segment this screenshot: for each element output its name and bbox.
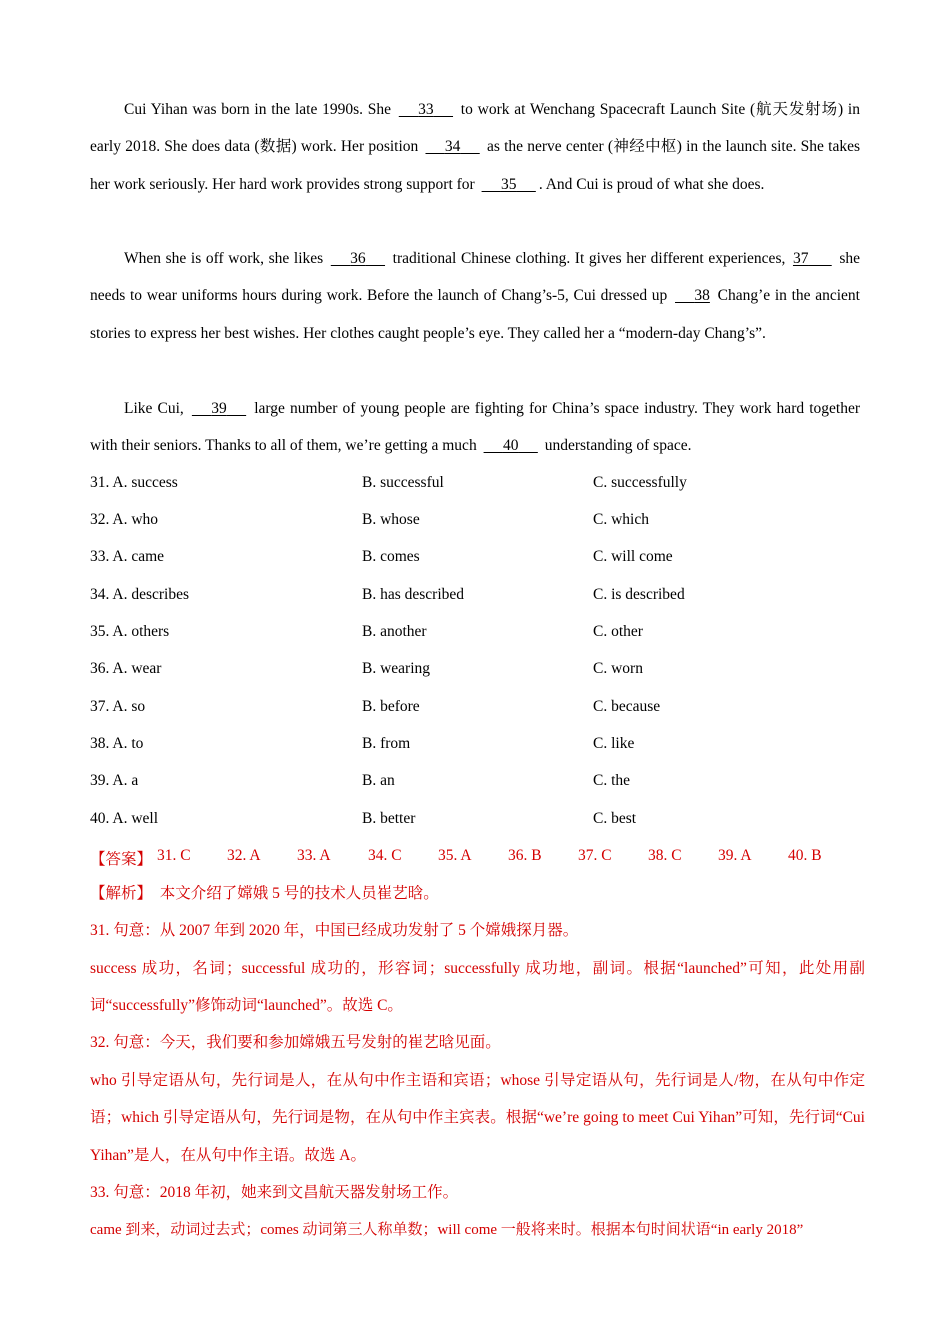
answer-item: 33. A [297,847,331,864]
option-a: 35. A. others [90,623,170,640]
analysis-33-body: came 到来，动词过去式；comes 动词第三人称单数；will come 一般将来时。根据本句时间状语“in early 2018” [90,1222,804,1238]
option-row-31 [90,474,860,511]
option-row-37 [90,698,860,735]
blank-34: 34 [444,138,461,156]
passage-paragraph-2 [90,240,860,352]
option-b: B. has described [362,586,465,603]
analysis-summary: 【解析】 本文介绍了嫦娥 5 号的技术人员崔艺晗。 [90,885,439,902]
answer-item: 35. A [438,847,472,864]
option-b: B. comes [362,548,420,565]
option-b: B. from [362,735,411,752]
passage-paragraph-3 [90,390,860,465]
analysis-31-body: success 成功，名词；successful 成功的，形容词；successfully 成功地，副词。根据“launched”可知，此处用副词“successfully”修饰动词“launched”。故选 C。 [90,960,865,1015]
passage-text: traditional Chinese clothing. It gives her different experiences, [388,250,790,267]
passage-text: understanding of space. [540,437,692,455]
option-a: 37. A. so [90,698,146,715]
passage-text: Cui Yihan was born in the late 1990s. She [124,101,396,118]
option-c: C. like [593,735,635,752]
option-row-35 [90,623,860,660]
option-row-32 [90,511,860,548]
passage-paragraph-1 [90,91,860,203]
option-a: 38. A. to [90,735,144,752]
analysis-31-heading: 31. 句意：从 2007 年到 2020 年，中国已经成功发射了 5 个嫦娥探月器。 [90,922,579,939]
option-b: B. whose [362,511,420,528]
option-b: B. better [362,810,416,827]
option-b: B. before [362,698,420,715]
option-b: B. wearing [362,660,431,677]
answer-label: 【答案】 [90,851,153,868]
option-c: C. other [593,623,643,640]
answer-item: 37. C [578,847,612,864]
blank-40: 40 [502,437,519,455]
passage-text: to work at Wenchang Spacecraft Launch Site (航天发射场) in early 2018. She does data (数据) work. Her position [90,101,860,156]
blank-36: 36 [350,250,366,267]
analysis-32-body: who 引导定语从句，先行词是人，在从句中作主语和宾语；whose 引导定语从句，先行词是人/物，在从句中作定语；which 引导定语从句，先行词是物，在从句中作主宾表。根据“we’re going to meet Cui Yihan”可知，先行词“Cui Yihan”是人，在从句中作主语。故选 A。 [90,1072,865,1164]
option-a: 31. A. success [90,474,178,491]
answer-key [90,847,860,884]
option-a: 39. A. a [90,772,139,789]
option-a: 32. A. who [90,511,159,528]
blank-35: 35 [500,175,517,193]
blank-33: 33 [418,101,434,118]
blank-38: 38 [694,287,710,305]
option-row-38 [90,735,860,772]
option-c: C. which [593,511,649,528]
option-b: B. an [362,772,395,789]
option-c: C. successfully [593,474,687,491]
option-c: C. is described [593,586,685,603]
analysis-33-heading: 33. 句意：2018 年初，她来到文昌航天器发射场工作。 [90,1184,459,1201]
answer-item: 39. A [718,847,752,864]
answer-item: 32. A [227,847,261,864]
blank-39: 39 [211,400,227,417]
option-row-33 [90,548,860,585]
analysis-label: 【解析】 [90,885,153,902]
blank-37: 37 [792,250,809,267]
option-c: C. because [593,698,661,715]
option-c: C. the [593,772,631,789]
passage-text: as the nerve center (神经中枢) in the launch site. She takes her work seriously. Her hard work provides strong support for [90,138,860,193]
passage-text: Like Cui, [124,400,189,417]
passage-text: . And Cui is proud of what she does. [538,175,765,193]
passage-text: When she is off work, she likes [124,250,328,267]
answer-item: 34. C [368,847,402,864]
option-row-36 [90,660,860,697]
answer-item: 36. B [508,847,542,864]
option-c: C. worn [593,660,643,677]
option-c: C. best [593,810,637,827]
option-b: B. successful [362,474,444,491]
option-a: 34. A. describes [90,586,190,603]
option-a: 40. A. well [90,810,159,827]
passage-text: Chang’e in the ancient stories to express her best wishes. Her clothes caught people’s eye. They called her a “modern-day Chang’s”. [90,287,860,342]
passage-text: large number of young people are fighting for China’s space industry. They work hard together with their seniors. Thanks to all of them, we’re getting a much [90,400,860,455]
answer-item: 31. C [157,847,191,864]
option-row-40 [90,810,860,847]
option-a: 33. A. came [90,548,165,565]
option-row-34 [90,586,860,623]
answer-item: 40. B [788,847,822,864]
option-row-39 [90,772,860,809]
analysis-32-heading: 32. 句意：今天，我们要和参加嫦娥五号发射的崔艺晗见面。 [90,1034,501,1051]
option-c: C. will come [593,548,673,565]
option-a: 36. A. wear [90,660,162,677]
option-b: B. another [362,623,427,640]
answer-item: 38. C [648,847,682,864]
passage-text: she needs to wear uniforms hours during work. Before the launch of Chang’s-5, Cui dressed up [90,250,860,305]
